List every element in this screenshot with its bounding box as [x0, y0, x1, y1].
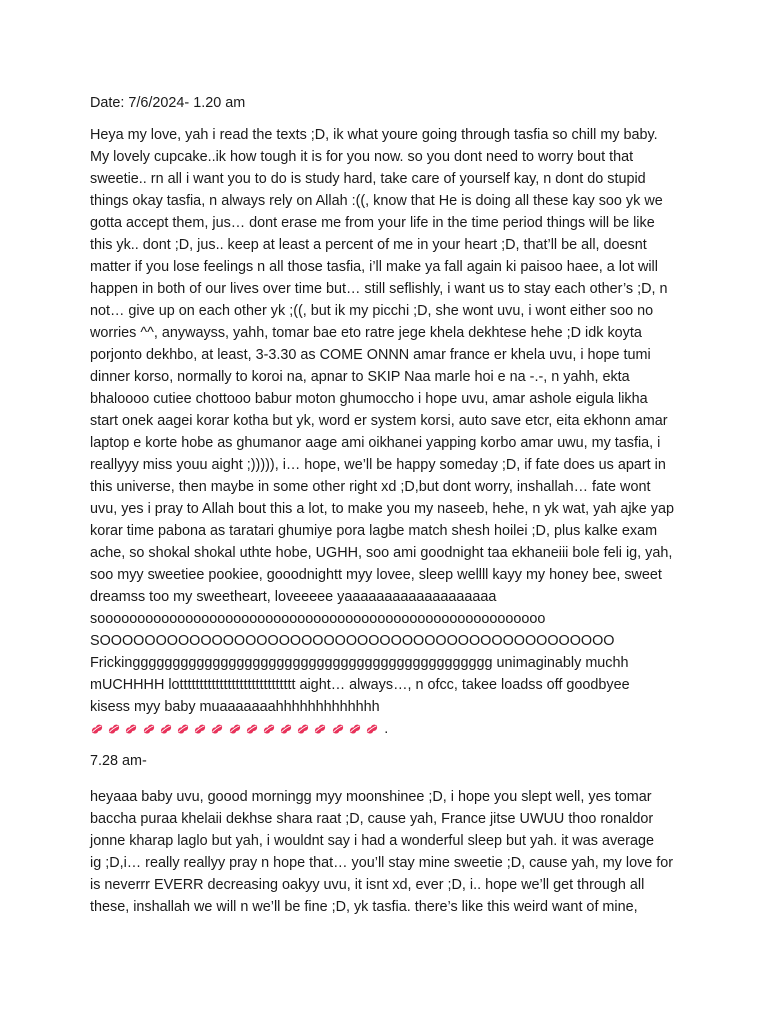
text-line: happen in both of our lives over time but… still seflishly, i want us to stay each other’s ;D, n: [90, 281, 668, 297]
kiss-mark-icon: [124, 722, 138, 736]
text-line: start onek aagei korar kotha but yk, word er system korsi, auto save etcr, eita ekhonn amar: [90, 413, 668, 429]
kiss-mark-icon: [142, 722, 156, 736]
trailing-period: .: [384, 721, 389, 737]
text-line: ache, so shokal shokal uthte hobe, UGHH, soo ami goodnight taa ekhaneiii bole feli ig, yah,: [90, 545, 673, 561]
text-line: things okay tasfia, n always rely on Allah :((, know that He is doing all these kay soo yk we: [90, 193, 663, 209]
text-line: jonne kharap laglo but yah, i wouldnt say i had a wonderful sleep but yah. it was average: [90, 833, 654, 849]
text-line: Frickinggggggggggggggggggggggggggggggggggggggggggggg unimaginably muchh: [90, 655, 629, 671]
kiss-mark-icon: [193, 722, 207, 736]
text-line: laptop e korte hobe as ghumanor aage ami oikhanei yapping korbo amar uwu, my tasfia, i: [90, 435, 661, 451]
text-line: reallyyy miss youu aight ;))))), i… hope, we’ll be happy someday ;D, if fate does us apart in: [90, 457, 666, 473]
spacer: [90, 740, 680, 750]
text-line: matter if you lose feelings n all those tasfia, i’ll make ya fall again ki paisoo haee, a lot will: [90, 259, 658, 275]
text-line: this yk.. dont ;D, jus.. keep at least a percent of me in your heart ;D, that’ll be all, doesnt: [90, 237, 647, 253]
text-line: is neverrr EVERR decreasing oakyy uvu, it isnt xd, ever ;D, i.. hope we’ll get through all: [90, 877, 645, 893]
kiss-mark-icon: [228, 722, 242, 736]
text-line: My lovely cupcake..ik how tough it is for you now. so you dont need to worry bout that: [90, 149, 634, 165]
kiss-mark-icon: [348, 722, 362, 736]
kiss-mark-icon: [365, 722, 379, 736]
kiss-mark-icon: [210, 722, 224, 736]
text-line: gotta accept them, jus… dont erase me from your life in the time period things will be like: [90, 215, 655, 231]
text-line: ig ;D,i… really reallyy pray n hope that… you’ll stay mine sweetie ;D, cause yah, my love for: [90, 855, 674, 871]
text-line: porjonto dekhbo, at least, 3-3.30 as COME ONNN amar france er khela uvu, i hope tumi: [90, 347, 651, 363]
date-heading: Date: 7/6/2024- 1.20 am: [90, 95, 246, 111]
kiss-mark-icon: [107, 722, 121, 736]
spacer: [90, 114, 680, 124]
text-line: baccha puraa khelaii dekhse shara raat ;D, cause yah, France jitse UWUU thoo ronaldor: [90, 811, 654, 827]
document-page: [90, 92, 680, 918]
time-heading: 7.28 am-: [90, 753, 147, 769]
text-line: sweetie.. rn all i want you to do is study hard, take care of yourself kay, n dont do stupid: [90, 171, 646, 187]
kiss-mark-icon: [159, 722, 173, 736]
text-line: korar time pabona as taratari ghumiye pora lagbe match shesh hoilei ;D, plus kalke exam: [90, 523, 658, 539]
text-line: these, inshallah we will n we’ll be fine ;D, yk tasfia. there’s like this weird want of mine,: [90, 899, 638, 915]
text-line: uvu, yes i pray to Allah bout this a lot, to make you my naseeb, hehe, n yk wat, yah ajke yap: [90, 501, 674, 517]
text-line: soooooooooooooooooooooooooooooooooooooooooooooooooooooooo: [90, 611, 546, 627]
kiss-mark-icon: [331, 722, 345, 736]
text-line: soo myy sweetiee pookiee, gooodnightt myy lovee, sleep wellll kayy my honey bee, sweet: [90, 567, 662, 583]
spacer: [90, 772, 680, 786]
text-line: not… give up on each other yk ;((, but ik my picchi ;D, she wont uvu, i wont either soo no: [90, 303, 654, 319]
kiss-emoji-row: [90, 718, 680, 740]
kiss-mark-icon: [313, 722, 327, 736]
kiss-mark-icon: [279, 722, 293, 736]
text-line: dreamss too my sweetheart, loveeeee yaaaaaaaaaaaaaaaaaaa: [90, 589, 497, 605]
text-line: Heya my love, yah i read the texts ;D, ik what youre going through tasfia so chill my baby.: [90, 127, 658, 143]
kiss-mark-icon: [296, 722, 310, 736]
text-line: mUCHHHH lottttttttttttttttttttttttttttt aight… always…, n ofcc, takee loadss off goodbyee: [90, 677, 630, 693]
text-line: this universe, then maybe in some other right xd ;D,but dont worry, inshallah… fate wont: [90, 479, 651, 495]
text-line: kisess myy baby muaaaaaaahhhhhhhhhhhhh: [90, 699, 380, 715]
kiss-mark-icon: [176, 722, 190, 736]
text-line: heyaaa baby uvu, goood morningg myy moonshinee ;D, i hope you slept well, yes tomar: [90, 789, 652, 805]
text-line: SOOOOOOOOOOOOOOOOOOOOOOOOOOOOOOOOOOOOOOOOOOOOOO: [90, 633, 615, 649]
text-line: worries ^^, anywayss, yahh, tomar bae eto ratre jege khela dekhtese hehe ;D idk koyta: [90, 325, 642, 341]
letter-paragraph-night: [90, 124, 680, 718]
kiss-mark-icon: [262, 722, 276, 736]
kiss-mark-icon: [245, 722, 259, 736]
letter-paragraph-morning: [90, 786, 680, 918]
text-line: bhaloooo cutiee chottooo babur moton ghumoccho i hope uvu, amar ashole eigula likha: [90, 391, 648, 407]
kiss-mark-icon: [90, 722, 104, 736]
text-line: dinner korso, normally to koroi na, apnar to SKIP Naa marle hoi e na -.-, n yahh, ekta: [90, 369, 630, 385]
